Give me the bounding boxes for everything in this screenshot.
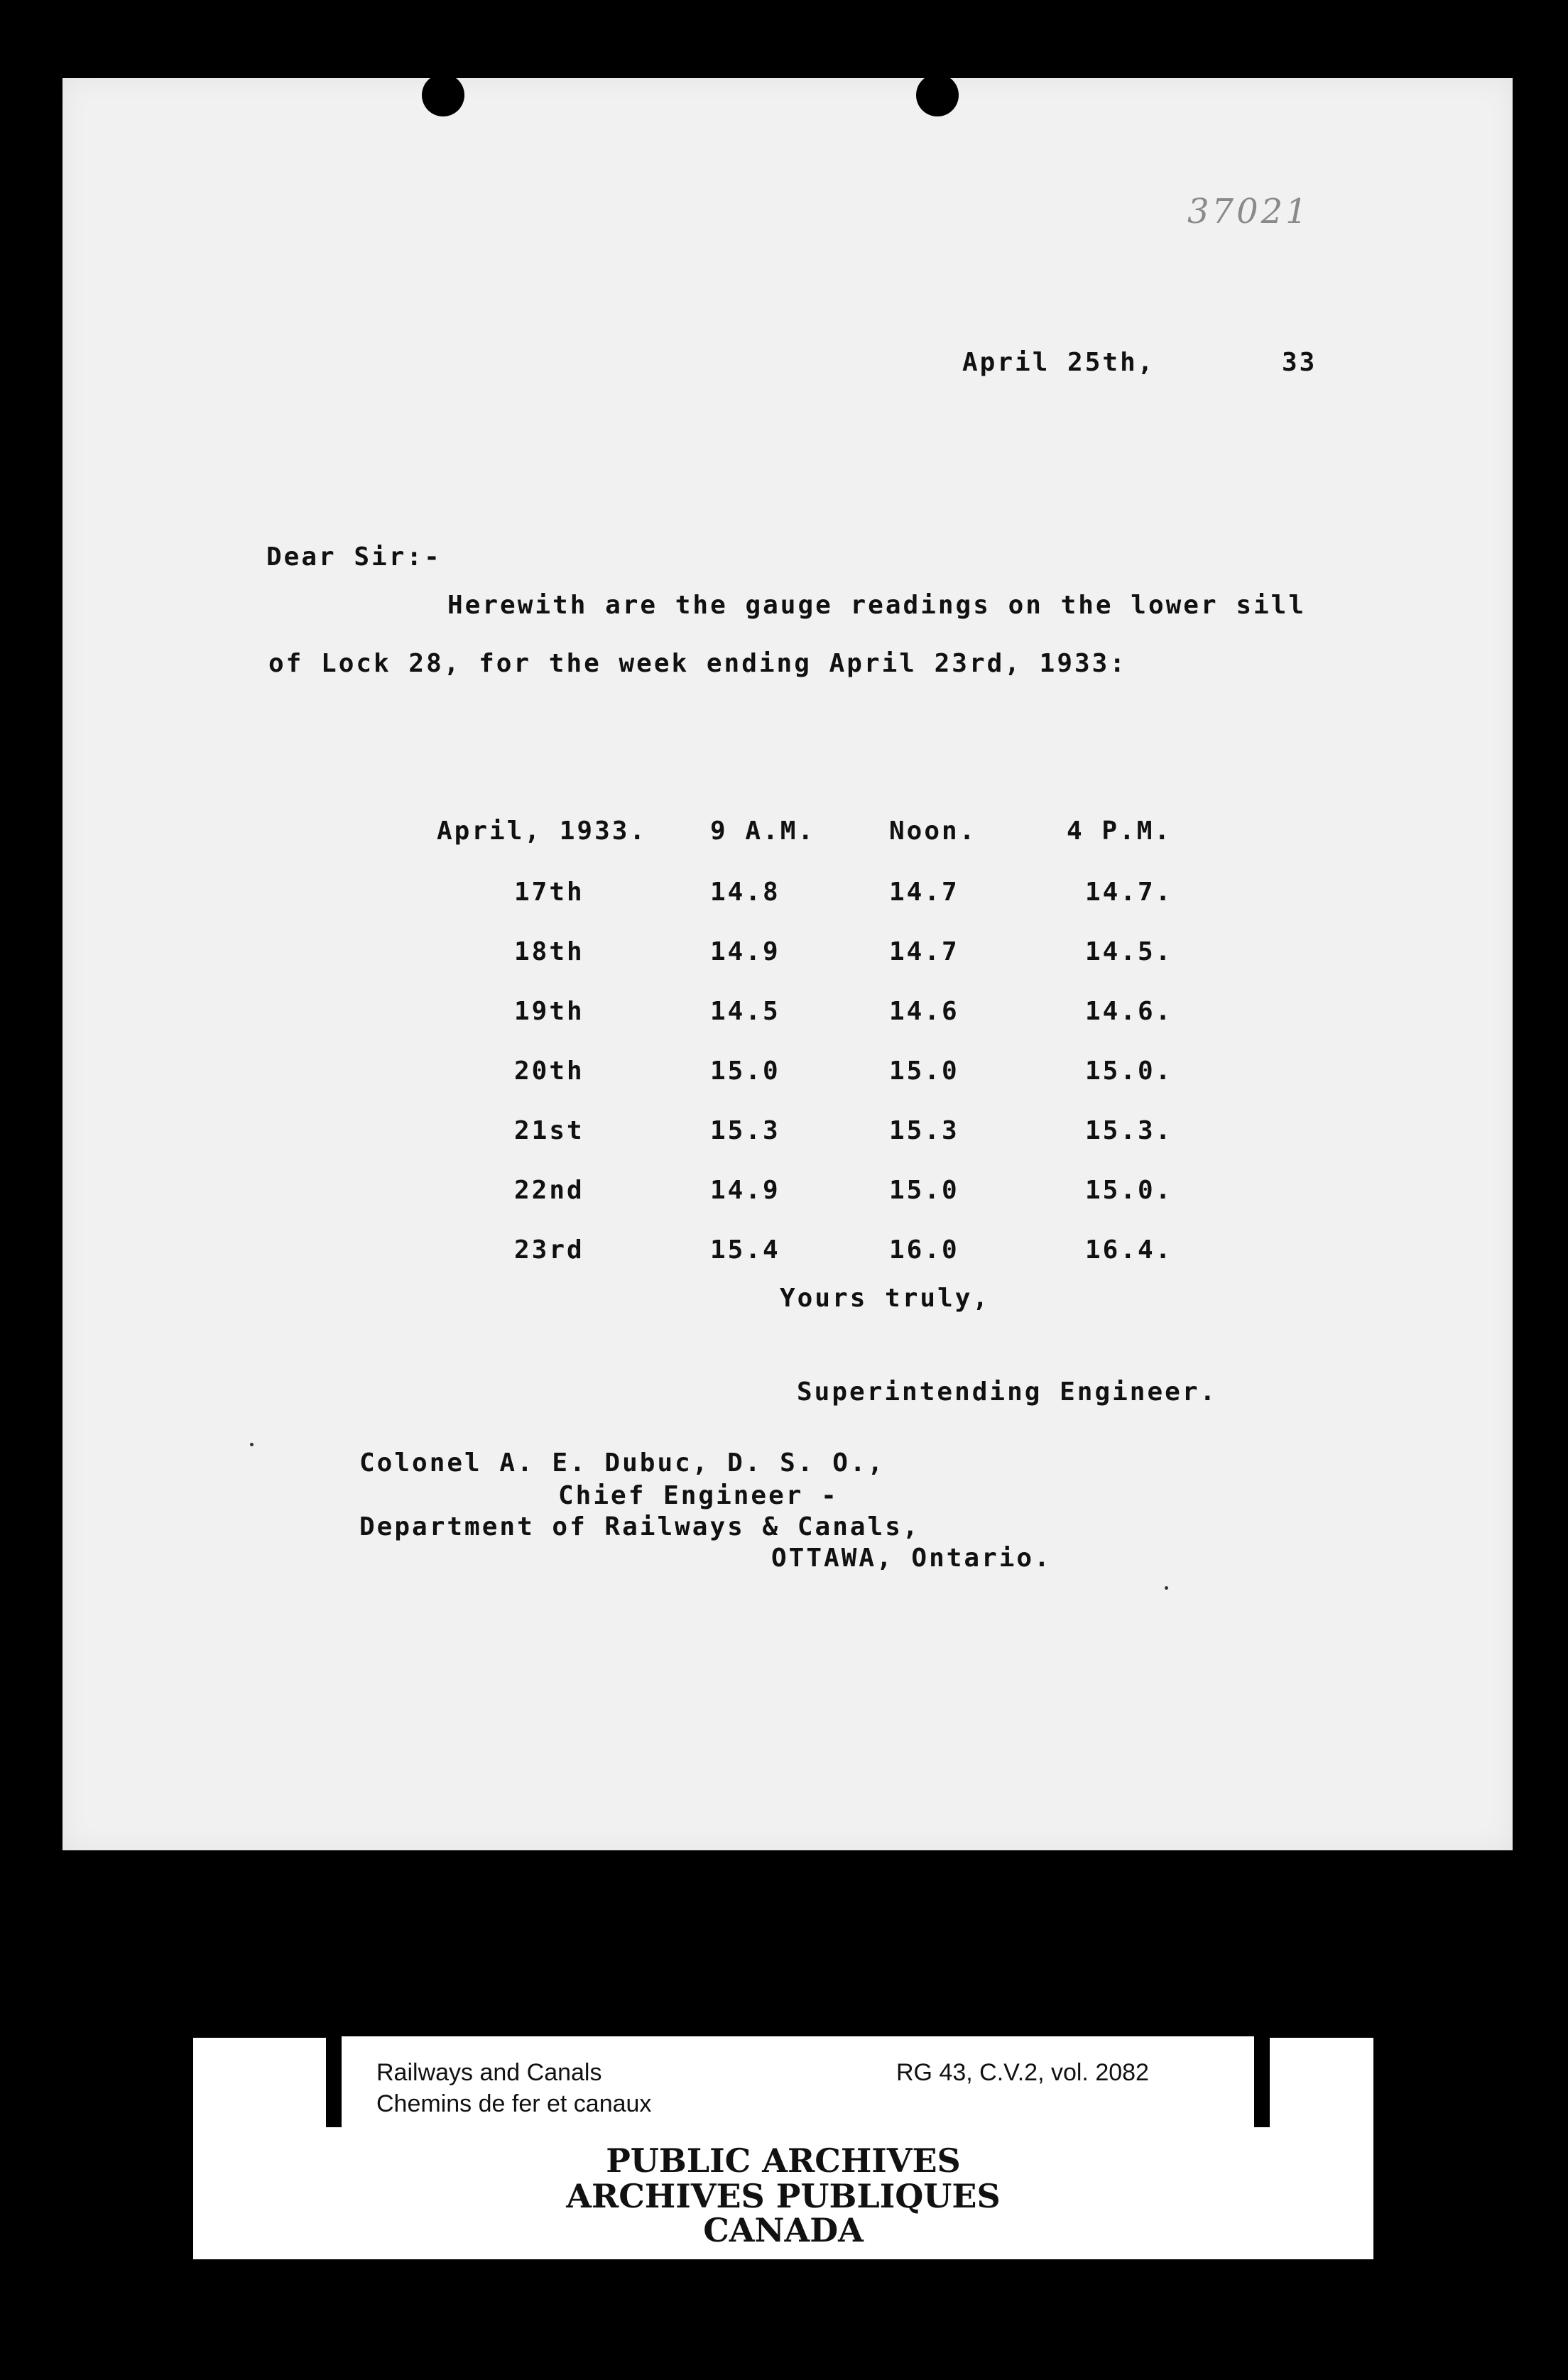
table-cell-day: 20th bbox=[514, 1057, 584, 1086]
archive-line-1: PUBLIC ARCHIVES bbox=[606, 2141, 961, 2180]
recipient-line-4: OTTAWA, Ontario. bbox=[771, 1544, 1052, 1573]
table-cell-day: 21st bbox=[514, 1116, 584, 1145]
table-cell-9am: 14.9 bbox=[710, 1176, 780, 1205]
table-cell-day: 18th bbox=[514, 937, 584, 966]
table-cell-4pm: 14.7. bbox=[1085, 878, 1173, 907]
table-header-date: April, 1933. bbox=[437, 817, 648, 846]
body-line-1: Herewith are the gauge readings on the lower sill bbox=[447, 591, 1307, 620]
table-cell-4pm: 15.0. bbox=[1085, 1057, 1173, 1086]
table-cell-day: 19th bbox=[514, 997, 584, 1026]
letter-page bbox=[62, 78, 1513, 1850]
letter-date-year: 33 bbox=[1282, 348, 1317, 377]
fonds-english: Railways and Canals bbox=[376, 2059, 602, 2086]
table-cell-noon: 15.0 bbox=[889, 1176, 959, 1205]
archive-reference: RG 43, C.V.2, vol. 2082 bbox=[896, 2059, 1149, 2086]
table-cell-9am: 14.9 bbox=[710, 937, 780, 966]
speck bbox=[250, 1443, 254, 1446]
archive-line-2: ARCHIVES PUBLIQUES bbox=[566, 2177, 1001, 2215]
table-cell-day: 23rd bbox=[514, 1235, 584, 1265]
file-number: 37021 bbox=[1187, 192, 1310, 231]
body-line-2: of Lock 28, for the week ending April 23rd, 1933: bbox=[268, 649, 1128, 678]
table-cell-9am: 15.0 bbox=[710, 1057, 780, 1086]
table-cell-4pm: 14.5. bbox=[1085, 937, 1173, 966]
salutation: Dear Sir:- bbox=[266, 542, 442, 572]
table-header-4pm: 4 P.M. bbox=[1067, 817, 1172, 846]
table-cell-9am: 14.5 bbox=[710, 997, 780, 1026]
fonds-french: Chemins de fer et canaux bbox=[376, 2090, 652, 2117]
table-cell-day: 22nd bbox=[514, 1176, 584, 1205]
table-cell-9am: 14.8 bbox=[710, 878, 780, 907]
table-cell-9am: 15.3 bbox=[710, 1116, 780, 1145]
table-cell-day: 17th bbox=[514, 878, 584, 907]
archive-line-3: CANADA bbox=[703, 2211, 864, 2249]
recipient-line-2: Chief Engineer - bbox=[558, 1481, 839, 1510]
speck bbox=[1165, 1586, 1168, 1590]
table-cell-noon: 15.0 bbox=[889, 1057, 959, 1086]
punch-hole-right bbox=[916, 74, 959, 116]
table-cell-noon: 16.0 bbox=[889, 1235, 959, 1265]
table-header-9am: 9 A.M. bbox=[710, 817, 816, 846]
punch-hole-left bbox=[422, 74, 464, 116]
table-cell-4pm: 16.4. bbox=[1085, 1235, 1173, 1265]
table-cell-4pm: 15.0. bbox=[1085, 1176, 1173, 1205]
table-header-noon: Noon. bbox=[889, 817, 977, 846]
letter-date: April 25th, bbox=[962, 348, 1155, 377]
table-cell-4pm: 15.3. bbox=[1085, 1116, 1173, 1145]
recipient-line-3: Department of Railways & Canals, bbox=[359, 1512, 920, 1541]
table-cell-noon: 14.6 bbox=[889, 997, 959, 1026]
table-cell-noon: 15.3 bbox=[889, 1116, 959, 1145]
table-cell-9am: 15.4 bbox=[710, 1235, 780, 1265]
table-cell-noon: 14.7 bbox=[889, 878, 959, 907]
table-cell-noon: 14.7 bbox=[889, 937, 959, 966]
recipient-line-1: Colonel A. E. Dubuc, D. S. O., bbox=[359, 1448, 886, 1478]
signature-title: Superintending Engineer. bbox=[797, 1377, 1218, 1407]
closing: Yours truly, bbox=[780, 1284, 991, 1313]
table-cell-4pm: 14.6. bbox=[1085, 997, 1173, 1026]
